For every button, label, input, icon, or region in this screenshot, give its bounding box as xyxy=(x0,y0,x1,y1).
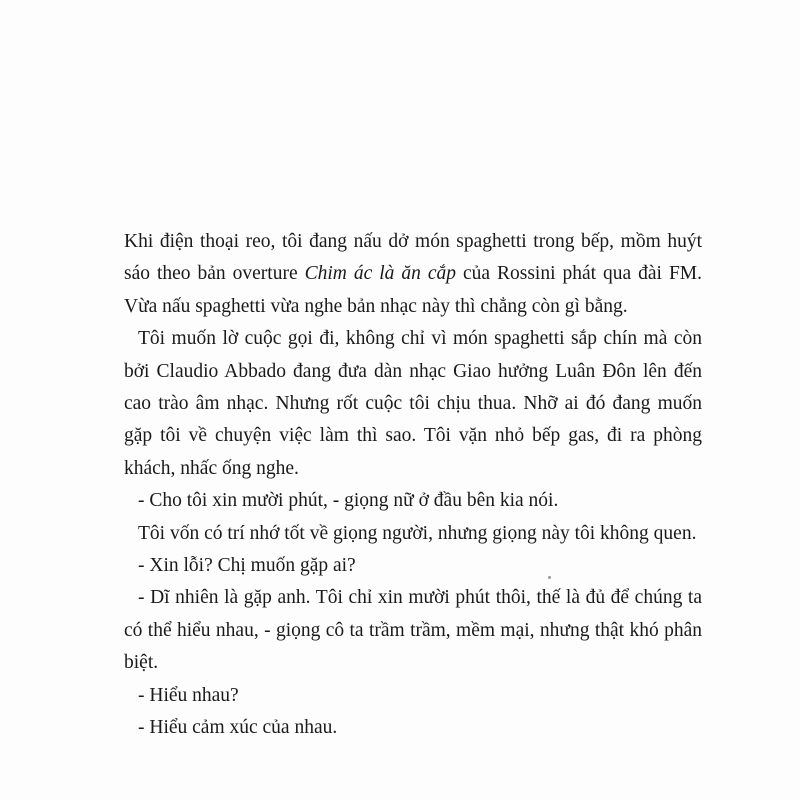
dialogue-line-3: - Dĩ nhiên là gặp anh. Tôi chỉ xin mười phút thôi, thế là đủ để chúng ta có thể hiểu nhau, - giọng cô ta trầm trầm, mềm mại, nhưng thật khó phân biệt. xyxy=(124,587,702,674)
dialogue-line-5: - Hiểu cảm xúc của nhau. xyxy=(138,717,338,739)
italic-title: Chim ác là ăn cắp xyxy=(304,263,456,285)
dialogue-line-4: - Hiểu nhau? xyxy=(138,684,239,706)
dialogue-line-1: - Cho tôi xin mười phút, - giọng nữ ở đầu bên kia nói. xyxy=(138,490,559,512)
paragraph-1-text-end: của Rossini phát qua đài FM. Vừa nấu spaghetti vừa nghe bản nhạc này thì chẳng còn gì bằng. xyxy=(124,263,703,317)
paragraph-3: Tôi vốn có trí nhớ tốt về giọng người, nhưng giọng này tôi không quen. xyxy=(138,522,697,544)
paragraph-1-text-start: Khi điện thoại reo, tôi đang nấu dở món spaghetti trong bếp, mồm huýt sáo theo bản overture xyxy=(124,231,702,285)
dialogue-line-2: - Xin lỗi? Chị muốn gặp ai? xyxy=(138,555,356,577)
paragraph-2: Tôi muốn lờ cuộc gọi đi, không chỉ vì món spaghetti sắp chín mà còn bởi Claudio Abbado đang đưa dàn nhạc Giao hưởng Luân Đôn lên đến cao trào âm nhạc. Nhưng rốt cuộc tôi chịu thua. Nhỡ ai đó đang muốn gặp tôi về chuyện việc làm thì sao. Tôi vặn nhỏ bếp gas, đi ra phòng khách, nhấc ống nghe. xyxy=(124,328,702,479)
paragraph-1 xyxy=(124,226,702,323)
paper-speck xyxy=(548,576,551,579)
body-text xyxy=(124,226,702,745)
